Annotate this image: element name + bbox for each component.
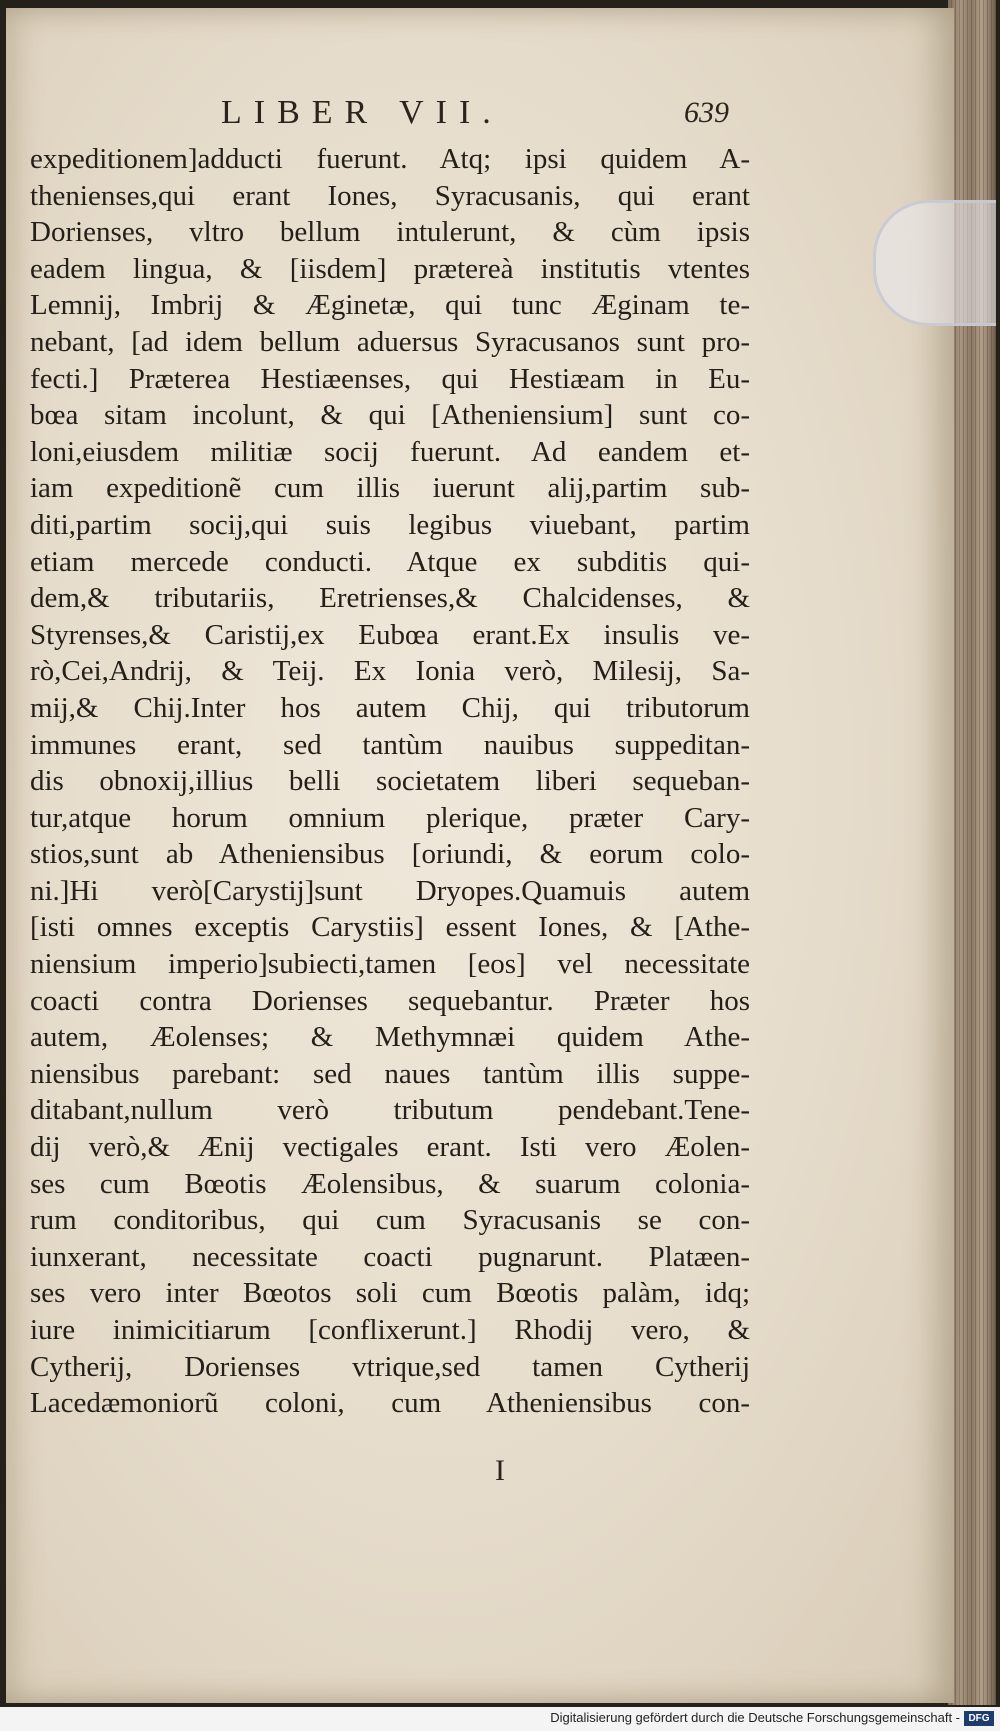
page-number: 639 xyxy=(684,96,729,129)
text-line: Lacedæmoniorũ coloni, cum Atheniensibus con- xyxy=(30,1387,750,1420)
page-header xyxy=(6,94,954,138)
text-line: nebant, [ad idem bellum aduersus Syracusanos sunt pro- xyxy=(30,325,750,358)
text-line: [isti omnes exceptis Carystiis] essent Iones, & [Athe- xyxy=(30,911,750,944)
text-line: mij,& Chij.Inter hos autem Chij, qui tributorum xyxy=(30,691,750,724)
text-line: rum conditoribus, qui cum Syracusanis se con- xyxy=(30,1204,750,1237)
text-line: dij verò,& Ænij vectigales erant. Isti vero Æolen- xyxy=(30,1131,750,1164)
text-line: iure inimicitiarum [conflixerunt.] Rhodij vero, & xyxy=(30,1314,750,1346)
text-line: bœa sitam incolunt, & qui [Atheniensium] sunt co- xyxy=(30,399,750,432)
text-line: ses cum Bœotis Æolensibus, & suarum colonia- xyxy=(30,1167,750,1200)
text-line: thenienses,qui erant Iones, Syracusanis, qui erant xyxy=(30,179,750,212)
text-line: niensium imperio]subiecti,tamen [eos] vel necessitate xyxy=(30,948,750,981)
text-line: Styrenses,& Caristij,ex Eubœa erant.Ex insulis ve- xyxy=(30,618,750,651)
text-line: expeditionem]adducti fuerunt. Atq; ipsi quidem A- xyxy=(30,143,750,175)
text-line: ditabant,nullum verò tributum pendebant.Tene- xyxy=(30,1094,750,1127)
text-line: diti,partim socij,qui suis legibus viuebant, partim xyxy=(30,508,750,541)
text-line: loni,eiusdem militiæ socij fuerunt. Ad eandem et- xyxy=(30,435,750,468)
body-text xyxy=(30,141,750,1422)
text-line: Cytherij, Dorienses vtrique,sed tamen Cytherij xyxy=(30,1350,750,1383)
text-line: Dorienses, vltro bellum intulerunt, & cùm ipsis xyxy=(30,216,750,249)
footer-bar xyxy=(0,1707,1000,1731)
text-line: iam expeditionẽ cum illis iuerunt alij,partim sub- xyxy=(30,472,750,505)
dfg-logo: DFG xyxy=(964,1711,994,1726)
signature-mark: I xyxy=(495,1454,505,1487)
text-line: coacti contra Dorienses sequebantur. Præter hos xyxy=(30,984,750,1017)
text-line: ses vero inter Bœotos soli cum Bœotis palàm, idq; xyxy=(30,1277,750,1310)
text-line: ni.]Hi verò[Carystij]sunt Dryopes.Quamuis autem xyxy=(30,874,750,907)
text-line: dis obnoxij,illius belli societatem liberi sequeban- xyxy=(30,765,750,798)
text-line: stios,sunt ab Atheniensibus [oriundi, & eorum colo- xyxy=(30,838,750,871)
text-line: Lemnij, Imbrij & Æginetæ, qui tunc Æginam te- xyxy=(30,289,750,322)
text-line: autem, Æolenses; & Methymnæi quidem Athe- xyxy=(30,1021,750,1054)
footer-credit: Digitalisierung gefördert durch die Deutsche Forschungsgemeinschaft - xyxy=(550,1710,960,1725)
text-line: iunxerant, necessitate coacti pugnarunt. Platæen- xyxy=(30,1240,750,1273)
text-line: fecti.] Præterea Hestiæenses, qui Hestiæam in Eu- xyxy=(30,362,750,395)
text-line: eadem lingua, & [iisdem] prætereà institutis vtentes xyxy=(30,252,750,285)
text-line: dem,& tributariis, Eretrienses,& Chalcidenses, & xyxy=(30,582,750,615)
text-line: immunes erant, sed tantùm nauibus suppeditan- xyxy=(30,728,750,761)
page-clip xyxy=(873,200,996,326)
text-line: etiam mercede conducti. Atque ex subditis qui- xyxy=(30,545,750,578)
text-line: niensibus parebant: sed naues tantùm illis suppe- xyxy=(30,1057,750,1090)
book-page xyxy=(6,8,954,1703)
running-head: LIBER VII. xyxy=(221,94,503,131)
text-line: tur,atque horum omnium plerique, præter Cary- xyxy=(30,801,750,834)
text-line: rò,Cei,Andrij, & Teij. Ex Ionia verò, Milesij, Sa- xyxy=(30,655,750,688)
